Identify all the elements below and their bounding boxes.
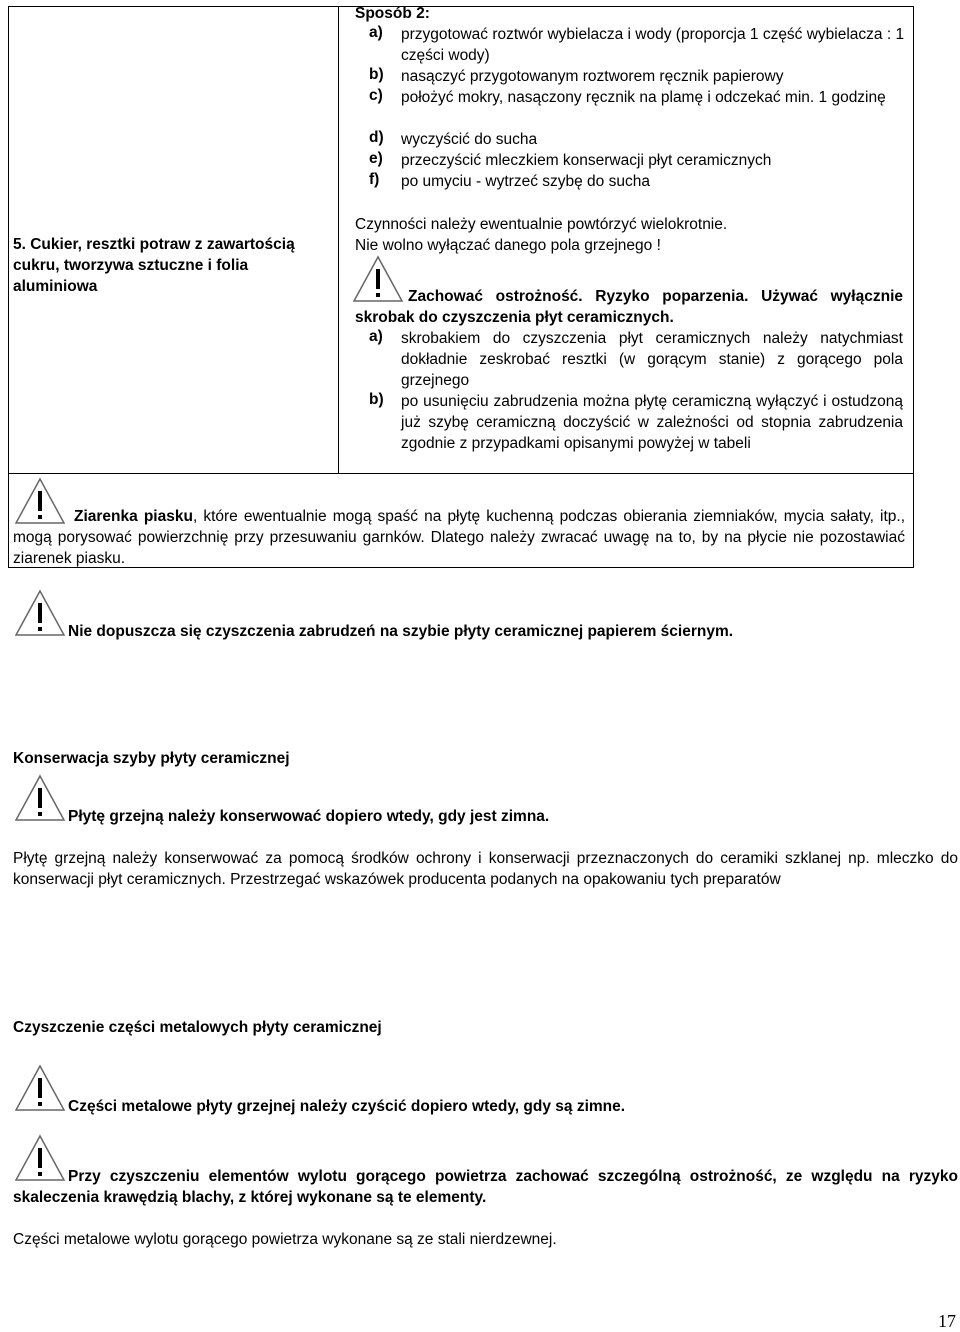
sand-warning-text: , które ewentualnie mogą spaść na płytę kuchenną podczas obierania ziemniaków, mycia sałaty, itp., mogą porysować powierzchnię przy przesuwaniu garnków. Dlatego należy zwracać uwagę na to, by na płycie nie pozostawiać ziarenek piasku. bbox=[13, 508, 906, 567]
page-number: 17 bbox=[938, 1311, 956, 1331]
warning-triangle-icon bbox=[14, 774, 66, 822]
caution-text: Zachować ostrożność. Ryzyko poparzenia. Używać wyłącznie skrobak do czyszczenia płyt ceramicznych. bbox=[355, 288, 903, 326]
table-column-divider bbox=[338, 6, 339, 473]
no-switch-off-note: Nie wolno wyłączać danego pola grzejnego ! bbox=[355, 237, 661, 254]
warning-triangle-icon bbox=[14, 589, 66, 637]
table-border-left bbox=[8, 6, 9, 568]
scraper-step: a) skrobakiem do czyszczenia płyt ceramicznych należy natychmiast dokładnie zeskrobać resztki (w gorącym stanie) z gorącego pola grzejnego bbox=[369, 328, 903, 389]
table-border-right bbox=[913, 6, 914, 568]
table-row-divider bbox=[8, 473, 914, 474]
maintenance-body: Płytę grzejną należy konserwować za pomocą środków ochrony i konserwacji przeznaczonych do ceramiki szklanej np. mleczko do konserwacji płyt ceramicznych. Przestrzegać wskazówek producenta podanych na opakowaniu tych preparatów bbox=[13, 850, 958, 888]
metal-heading: Czyszczenie części metalowych płyty ceramicznej bbox=[13, 1019, 382, 1036]
metal-body: Części metalowe wylotu gorącego powietrza wykonane są ze stali nierdzewnej. bbox=[13, 1231, 557, 1248]
table-left-cell: 5. Cukier, resztki potraw z zawartością cukru, tworzywa sztuczne i folia aluminiowa bbox=[13, 236, 295, 295]
method-step: d) wyczyścić do sucha bbox=[369, 129, 538, 148]
metal-warning-edges: Przy czyszczeniu elementów wylotu gorącego powietrza zachować szczególną ostrożność, ze względu na ryzyko skaleczenia krawędzią blachy, z której wykonane są te elementy. bbox=[13, 1168, 958, 1206]
sandpaper-warning: Nie dopuszcza się czyszczenia zabrudzeń na szybie płyty ceramicznej papierem ściernym. bbox=[68, 623, 734, 640]
maintenance-heading: Konserwacja szyby płyty ceramicznej bbox=[13, 750, 290, 767]
method-step: f) po umyciu - wytrzeć szybę do sucha bbox=[369, 171, 650, 190]
method-step: e) przeczyścić mleczkiem konserwacji płyt ceramicznych bbox=[369, 150, 772, 169]
metal-warning-cold: Części metalowe płyty grzejnej należy czyścić dopiero wtedy, gdy są zimne. bbox=[68, 1098, 626, 1115]
warning-triangle-icon bbox=[14, 1064, 66, 1112]
scraper-step: b) po usunięciu zabrudzenia można płytę ceramiczną wyłączyć i ostudzoną już szybę ceramiczną doczyścić w zależności od stopnia zabrudzenia zgodnie z przypadkami opisanymi powyżej w tabeli bbox=[369, 391, 903, 452]
method-step: a) przygotować roztwór wybielacza i wody (proporcja 1 część wybielacza : 1 części wody) bbox=[369, 24, 905, 64]
method-step: c) położyć mokry, nasączony ręcznik na plamę i odczekać min. 1 godzinę bbox=[369, 87, 886, 106]
sand-warning bbox=[13, 506, 905, 569]
table-border-top bbox=[8, 6, 914, 7]
method-title: Sposób 2: bbox=[355, 5, 430, 22]
repeat-note: Czynności należy ewentualnie powtórzyć wielokrotnie. bbox=[355, 216, 728, 233]
maintenance-warning: Płytę grzejną należy konserwować dopiero wtedy, gdy jest zimna. bbox=[68, 808, 550, 825]
method-step: b) nasączyć przygotowanym roztworem ręcznik papierowy bbox=[369, 66, 784, 85]
sand-warning-bold: Ziarenka piasku bbox=[74, 508, 193, 525]
